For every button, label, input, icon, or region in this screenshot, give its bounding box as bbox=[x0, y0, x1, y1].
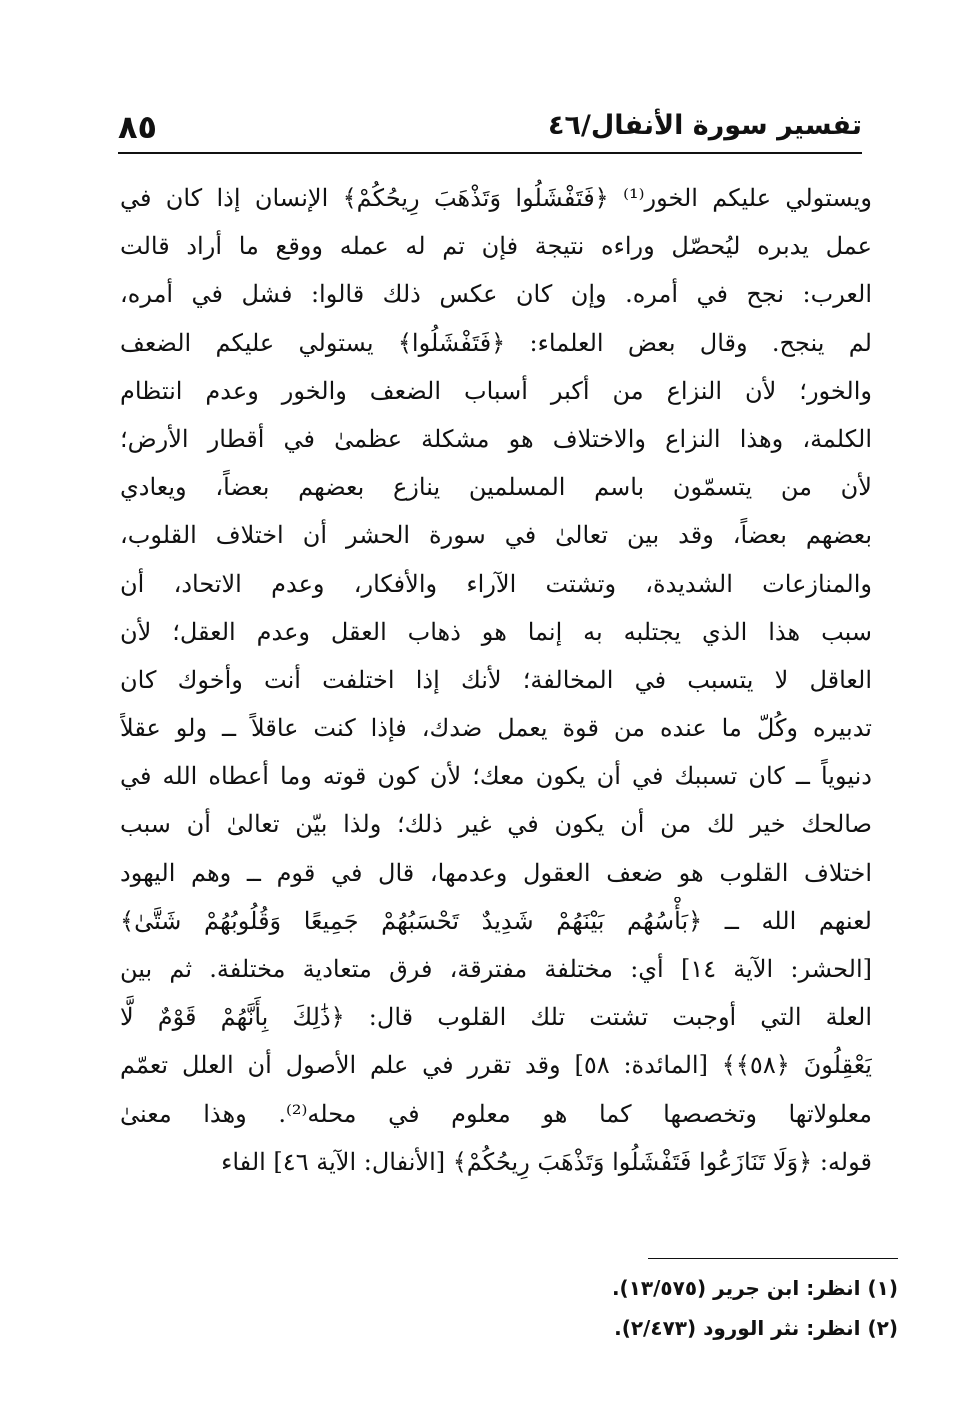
text-line: لأن من يتسمّون باسم المسلمين ينازع بعضهم بعضاً، ويعادي bbox=[120, 473, 872, 502]
text-line: بعضهم بعضاً، وقد بين تعالىٰ في سورة الحشر أن اختلاف القلوب، bbox=[120, 521, 872, 550]
text-line: اختلاف القلوب هو ضعف العقول وعدمها، قال في قوم ــ وهم اليهود bbox=[120, 858, 872, 887]
footnote-rule bbox=[648, 1258, 898, 1259]
text-line: العلة التي أوجبت تشتت تلك القلوب قال: ﴿ذَٰلِكَ بِأَنَّهُمْ قَوْمٌ لَّا bbox=[120, 1003, 872, 1032]
text-line: دنيوياً ــ كان تسببك في أن يكون معك؛ لأن كون قوته وما أعطاه الله في bbox=[120, 762, 872, 791]
text-line: قوله: ﴿وَلَا تَنَازَعُوا فَتَفْشَلُوا وَتَذْهَبَ رِيحُكُمْ﴾ [الأنفال: الآية ٤٦] الفاء bbox=[221, 1147, 872, 1176]
footnotes bbox=[398, 1268, 898, 1348]
text-line: يَعْقِلُونَ ﴿٥٨﴾﴾ [المائدة: ٥٨] وقد تقرر في علم الأصول أن العلل تعمّم bbox=[120, 1051, 872, 1080]
text-line: والمنازعات الشديدة، وتشتت الآراء والأفكار، وعدم الاتحاد، أن bbox=[120, 569, 872, 598]
text-line: لم ينجح. وقال بعض العلماء: ﴿فَتَفْشَلُوا﴾ يستولي عليكم الضعف bbox=[120, 328, 872, 357]
running-head bbox=[118, 100, 862, 154]
footnote: (١) انظر: ابن جرير (١٣/٥٧٥). bbox=[611, 1276, 898, 1300]
text-line: تدبيره وكُلّ ما عنده من قوة يعمل ضدك، فإذا كنت عاقلاً ــ ولو عقلاً bbox=[120, 714, 872, 743]
text-line: العرب: نجح في أمره. وإن كان عكس ذلك قالوا: فشل في أمره، bbox=[120, 280, 872, 309]
text-line: والخور؛ لأن النزاع من أكبر أسباب الضعف والخور وعدم انتظام bbox=[120, 376, 872, 405]
text-line: العاقل لا يتسبب في المخالفة؛ لأنك إذا اختلفت أنت وأخوك كان bbox=[120, 665, 872, 694]
running-title: تفسير سورة الأنفال/٤٦ bbox=[548, 110, 862, 141]
text-line: عمل يدبره ليُحصّل وراءه نتيجة فإن تم له عمله ووقع ما أراد قالت bbox=[120, 232, 872, 261]
text-line: ويستولي عليكم الخور⁽¹⁾ ﴿فَتَفْشَلُوا وَتَذْهَبَ رِيحُكُمْ﴾ الإنسان إذا كان في bbox=[120, 184, 872, 212]
text-line: لعنهم الله ــ ﴿بَأْسُهُم بَيْنَهُمْ شَدِيدٌ تَحْسَبُهُمْ جَمِيعًا وَقُلُوبُهُمْ شَتَّىٰ﴾ bbox=[120, 906, 872, 935]
page-number: ٨٥ bbox=[118, 108, 158, 146]
text-line: معلولاتها وتخصصها كما هو معلوم في محله⁽²⁾. وهذا معنىٰ bbox=[120, 1099, 872, 1128]
footnote: (٢) انظر: نثر الورود (٢/٤٧٣). bbox=[614, 1316, 898, 1340]
body-text bbox=[120, 174, 872, 1186]
text-line: سبب هذا الذي يجتلبه به إنما هو ذهاب العقل وعدم العقل؛ لأن bbox=[120, 617, 872, 646]
text-line: الكلمة، وهذا النزاع والاختلاف هو مشكلة عظمىٰ في أقطار الأرض؛ bbox=[120, 424, 872, 453]
text-line: [الحشر: الآية ١٤] أي: مختلفة مفترقة، فرق متعادية مختلفة. ثم بين bbox=[120, 955, 872, 983]
header-rule bbox=[118, 152, 862, 154]
text-line: صالحك خير لك من أن يكون في غير ذلك؛ ولذا بيّن تعالىٰ أن سبب bbox=[120, 810, 872, 839]
